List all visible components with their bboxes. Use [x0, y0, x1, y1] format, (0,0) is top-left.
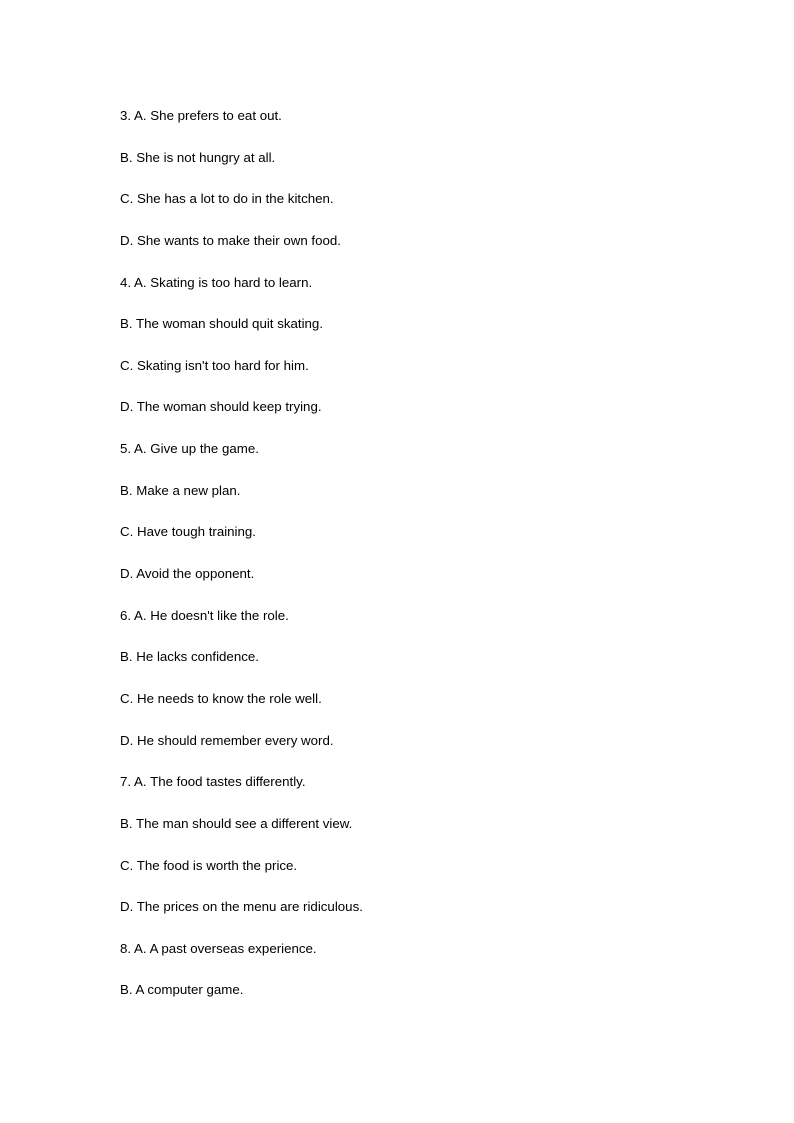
question-6-option-c: C. He needs to know the role well. [120, 690, 322, 706]
question-3-option-b: B. She is not hungry at all. [120, 149, 276, 165]
question-7-option-d: D. The prices on the menu are ridiculous. [120, 899, 363, 915]
question-8-option-a: 8. A. A past overseas experience. [120, 940, 317, 956]
question-7-option-a: 7. A. The food tastes differently. [120, 774, 306, 790]
question-4-option-c: C. Skating isn't too hard for him. [120, 357, 309, 373]
question-6-option-b: B. He lacks confidence. [120, 649, 259, 665]
question-3-option-c: C. She has a lot to do in the kitchen. [120, 191, 334, 207]
question-options-list [120, 107, 720, 1023]
question-6-option-d: D. He should remember every word. [120, 732, 334, 748]
question-3-option-a: 3. A. She prefers to eat out. [120, 108, 282, 123]
question-6-option-a: 6. A. He doesn't like the role. [120, 607, 289, 623]
question-4-option-d: D. The woman should keep trying. [120, 399, 322, 415]
question-5-option-d: D. Avoid the opponent. [120, 566, 255, 582]
question-5-option-b: B. Make a new plan. [120, 482, 241, 498]
question-3-option-d: D. She wants to make their own food. [120, 232, 341, 248]
question-4-option-b: B. The woman should quit skating. [120, 316, 324, 332]
question-5-option-a: 5. A. Give up the game. [120, 441, 259, 457]
question-5-option-c: C. Have tough training. [120, 524, 257, 540]
question-8-option-b: B. A computer game. [120, 982, 244, 998]
question-4-option-a: 4. A. Skating is too hard to learn. [120, 274, 313, 290]
question-7-option-c: C. The food is worth the price. [120, 857, 298, 873]
question-7-option-b: B. The man should see a different view. [120, 815, 353, 831]
